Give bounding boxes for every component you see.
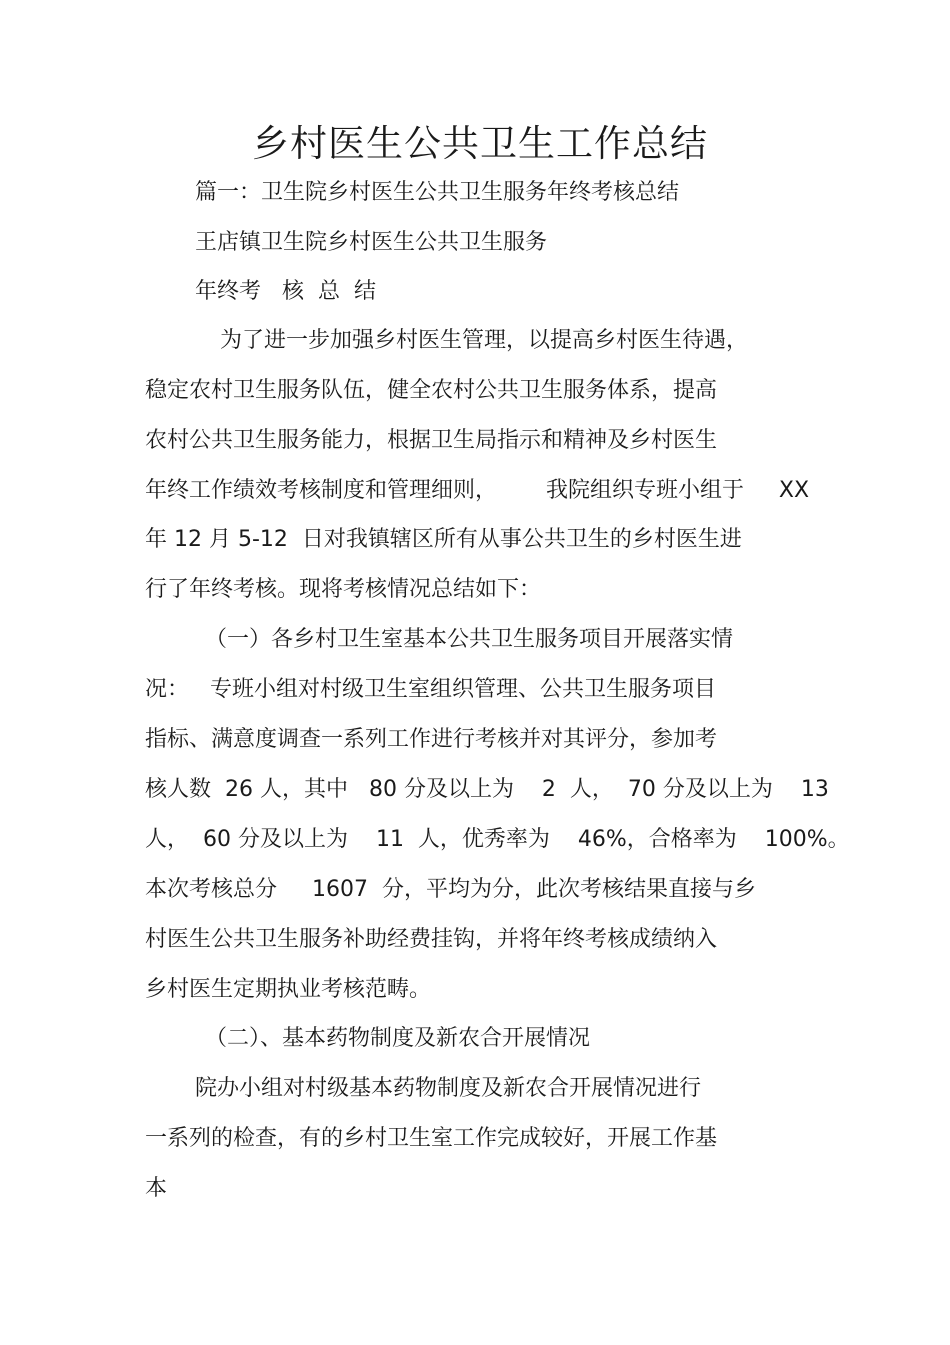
paragraph-line: 核人数 26 人，其中 80 分及以上为 2 人， 70 分及以上为 13 <box>145 777 829 802</box>
paragraph-line: 稳定农村卫生服务队伍，健全农村公共卫生服务体系，提高 <box>145 378 718 403</box>
paragraph-line: 村医生公共卫生服务补助经费挂钩，并将年终考核成绩纳入 <box>145 927 718 952</box>
paragraph-line: 农村公共卫生服务能力，根据卫生局指示和精神及乡村医生 <box>145 428 718 453</box>
paragraph-line: 为了进一步加强乡村医生管理，以提高乡村医生待遇， <box>220 328 749 353</box>
paragraph-line: 年终工作绩效考核制度和管理细则， 我院组织专班小组于 XX <box>145 478 810 503</box>
paragraph-line: 年 12 月 5-12 日对我镇辖区所有从事公共卫生的乡村医生进 <box>145 527 742 552</box>
paragraph-line: 况： 专班小组对村级卫生室组织管理、公共卫生服务项目 <box>145 677 716 702</box>
paragraph-line: 指标、满意度调查一系列工作进行考核并对其评分，参加考 <box>145 727 718 752</box>
paragraph-line: 行了年终考核。现将考核情况总结如下： <box>145 577 542 602</box>
paragraph-line: 院办小组对村级基本药物制度及新农合开展情况进行 <box>195 1076 702 1101</box>
paragraph-line: 本 <box>145 1176 168 1201</box>
section-heading: （一）各乡村卫生室基本公共卫生服务项目开展落实情 <box>205 627 734 652</box>
paragraph-line: 一系列的检查，有的乡村卫生室工作完成较好，开展工作基 <box>145 1126 718 1151</box>
paragraph-line: 乡村医生定期执业考核范畴。 <box>145 977 432 1002</box>
subtitle-line: 篇一：卫生院乡村医生公共卫生服务年终考核总结 <box>195 180 680 205</box>
heading-line: 年终考 核 总 结 <box>195 279 376 304</box>
document-title: 乡村医生公共卫生工作总结 <box>252 122 708 165</box>
paragraph-line: 人， 60 分及以上为 11 人，优秀率为 46%，合格率为 100%。 <box>145 827 850 852</box>
heading-line: 王店镇卫生院乡村医生公共卫生服务 <box>195 230 548 255</box>
section-heading: （二）、基本药物制度及新农合开展情况 <box>205 1026 591 1051</box>
paragraph-line: 本次考核总分 1607 分，平均为分，此次考核结果直接与乡 <box>145 877 756 902</box>
